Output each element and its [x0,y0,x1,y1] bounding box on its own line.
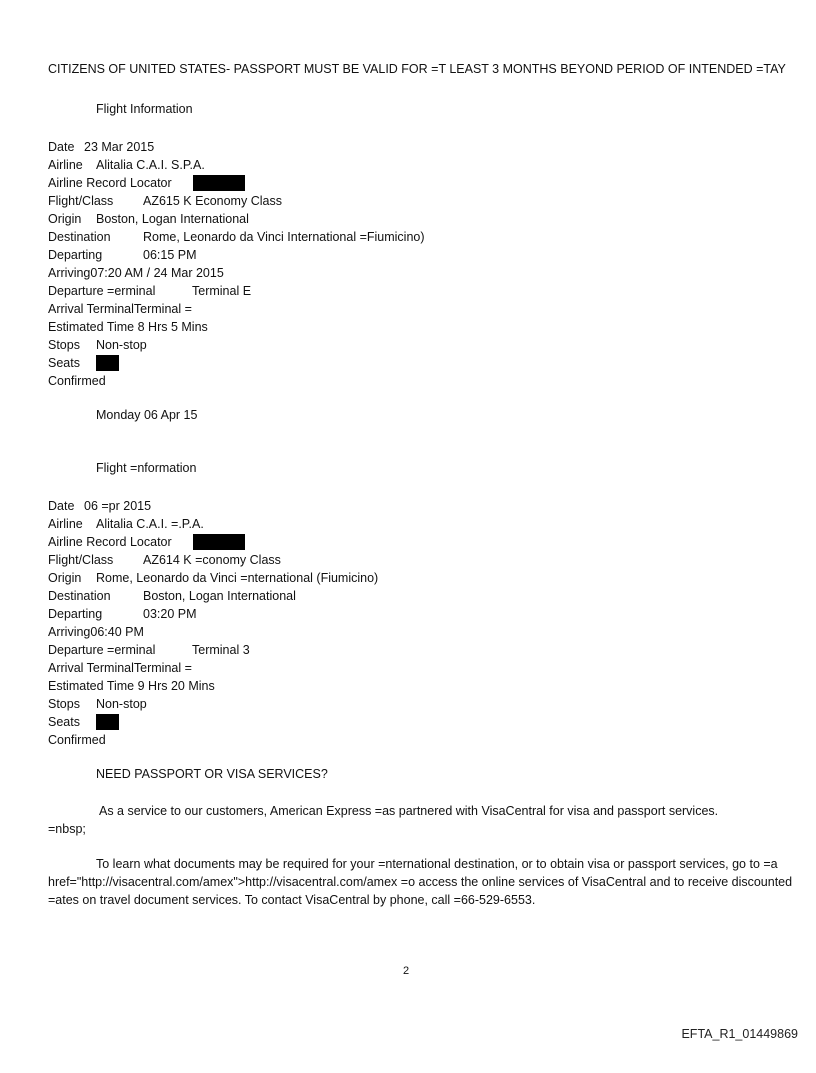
services-paragraph-2: To learn what documents may be required for your =nternational destination, or to obtain visa or passport services, go to =a href="http://visacentral.com/amex">http://visacentral.com/amex =o access the online services of VisaCentral and to receive discounted =ates on travel document services. To contact VisaCentral by phone, call =66-529-6553. [48,857,793,907]
redaction-box [193,534,245,550]
stops-row [48,695,147,713]
seats-row [48,354,80,372]
value: AZ615 K Economy Class [143,194,282,208]
label: Seats [48,715,80,729]
label: Departure =erminal [48,284,156,298]
label: Destination [48,230,111,244]
redaction-box [96,714,119,730]
value: AZ614 K =conomy Class [143,553,281,567]
label: Destination [48,589,111,603]
value: 9 Hrs 20 Mins [137,679,215,693]
value: Boston, Logan International [96,212,249,226]
locator-row [48,533,172,551]
seats-row [48,713,80,731]
label: Airline [48,517,83,531]
status-row [48,731,106,749]
label: Estimated Time [48,320,135,334]
label: Arriving [48,266,91,280]
status-row [48,372,106,390]
arrival-terminal-row [48,300,192,318]
label: Origin [48,212,82,226]
value: 23 Mar 2015 [84,140,155,154]
value: Alitalia C.A.I. =.P.A. [96,517,204,531]
locator-row [48,174,172,192]
passport-notice: CITIZENS OF UNITED STATES- PASSPORT MUST BE VALID FOR =T LEAST 3 MONTHS BEYOND PERIOD OF INTENDED =TAY [48,62,786,76]
value: Boston, Logan International [143,589,296,603]
value: Terminal = [133,302,192,316]
date-row [48,138,155,156]
departure-terminal-row [48,641,250,659]
destination-row [48,228,425,246]
estimated-time-row [48,677,215,695]
stops-row [48,336,147,354]
redaction-box [96,355,119,371]
date-row [48,497,152,515]
label: Arriving [48,625,91,639]
value: 06:40 PM [90,625,144,639]
label: Airline Record Locator [48,176,172,190]
value: Rome, Leonardo da Vinci International =Fiumicino) [143,230,425,244]
flight-heading: Flight Information [96,102,193,116]
label: Date [48,140,75,154]
value: Terminal E [192,284,252,298]
label: Flight/Class [48,194,114,208]
estimated-time-row [48,318,208,336]
status: Confirmed [48,733,106,747]
label: Date [48,499,75,513]
value: Alitalia C.A.I. S.P.A. [96,158,205,172]
origin-row [48,569,379,587]
departing-row [48,605,197,623]
label: Arrival Terminal [48,302,134,316]
day-heading: Monday 06 Apr 15 [96,408,198,422]
arrival-terminal-row [48,659,192,677]
origin-row [48,210,249,228]
value: 8 Hrs 5 Mins [137,320,208,334]
services-paragraph-1-tail: =nbsp; [48,822,86,836]
redaction-box [193,175,245,191]
value: 06:15 PM [143,248,197,262]
label: Flight/Class [48,553,114,567]
value: Terminal = [133,661,192,675]
flight-class-row [48,192,282,210]
label: Estimated Time [48,679,135,693]
value: 03:20 PM [143,607,197,621]
label: Stops [48,338,80,352]
label: Departure =erminal [48,643,156,657]
value: Terminal 3 [192,643,250,657]
destination-row [48,587,296,605]
label: Origin [48,571,82,585]
label: Airline Record Locator [48,535,172,549]
arriving-row [48,623,144,641]
value: Non-stop [96,697,147,711]
services-paragraph-1: As a service to our customers, American Express =as partnered with VisaCentral for visa and passport services. [99,804,719,818]
airline-row [48,156,205,174]
label: Airline [48,158,83,172]
label: Departing [48,607,103,621]
flight-heading: Flight =nformation [96,461,197,475]
value: 07:20 AM / 24 Mar 2015 [90,266,224,280]
departure-terminal-row [48,282,252,300]
label: Stops [48,697,80,711]
flight-class-row [48,551,281,569]
page-number: 2 [403,965,410,977]
airline-row [48,515,204,533]
value: Non-stop [96,338,147,352]
label: Arrival Terminal [48,661,134,675]
arriving-row [48,264,224,282]
label: Departing [48,248,103,262]
departing-row [48,246,197,264]
value: 06 =pr 2015 [84,499,152,513]
bates-number: EFTA_R1_01449869 [681,1027,798,1041]
label: Seats [48,356,80,370]
status: Confirmed [48,374,106,388]
value: Rome, Leonardo da Vinci =nternational (Fiumicino) [96,571,379,585]
services-heading: NEED PASSPORT OR VISA SERVICES? [96,767,328,781]
